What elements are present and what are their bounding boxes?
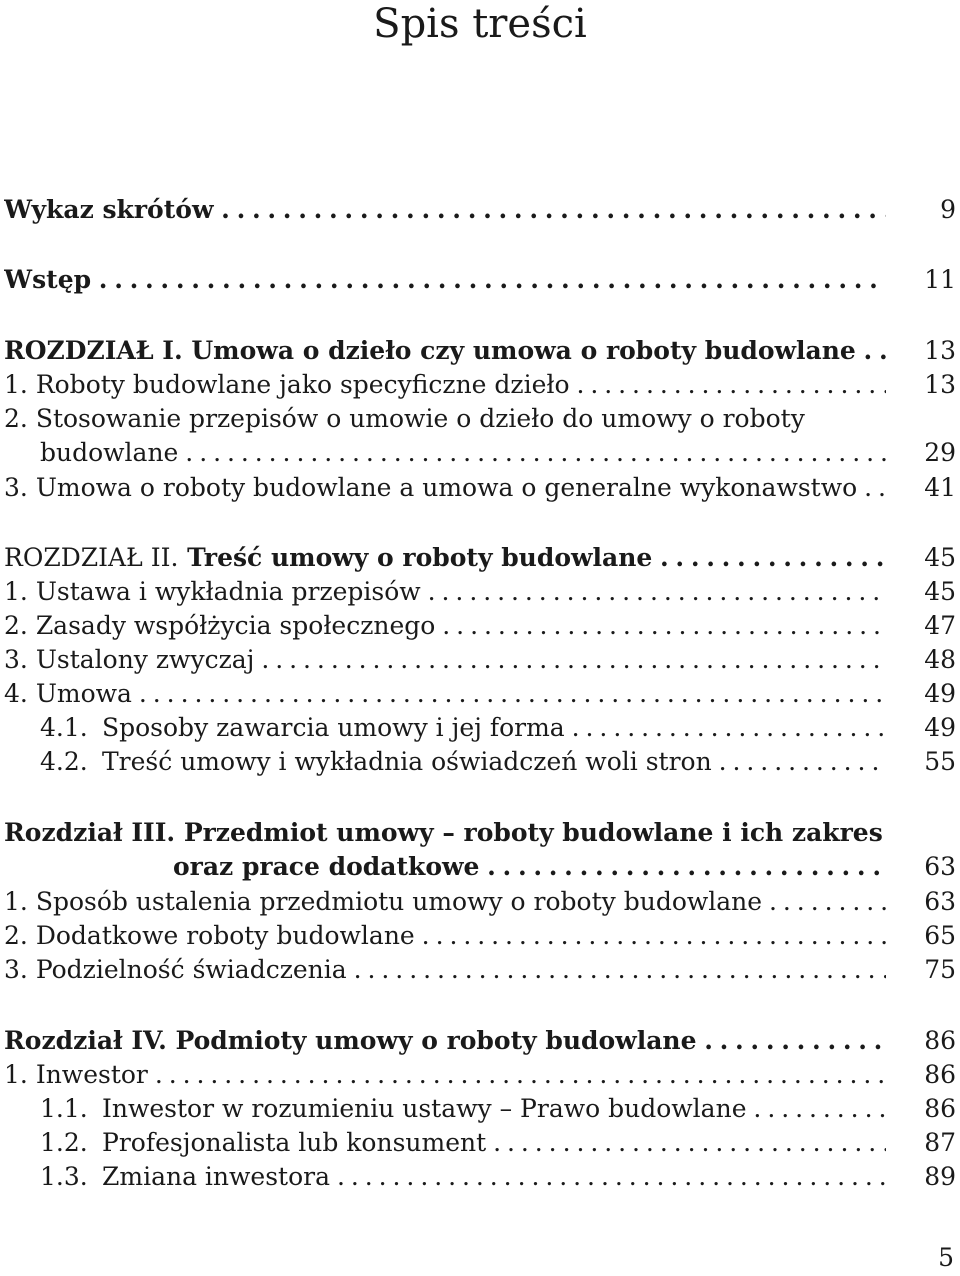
toc-entry-title (4, 541, 886, 575)
toc-page-number: 86 (924, 1094, 956, 1123)
toc-page-number: 45 (924, 577, 956, 606)
toc-entry-text: Treść umowy o roboty budowlane (187, 543, 653, 572)
toc-page-number: 9 (940, 195, 956, 224)
toc-page-number: 63 (924, 887, 956, 916)
toc-entry-title (40, 1092, 886, 1126)
toc-entry-title (4, 368, 886, 402)
toc-page-number: 13 (924, 370, 956, 399)
toc-entry-text: Zasady współżycia społecznego (35, 611, 436, 640)
toc-entry-title (40, 745, 886, 779)
page-number: 5 (938, 1243, 954, 1272)
toc-entry-text: Umowa (35, 679, 132, 708)
toc-section-entry[interactable] (0, 677, 960, 711)
toc-subsection-entry[interactable] (0, 745, 960, 779)
toc-page-number: 45 (924, 543, 956, 572)
toc-page-number: 41 (924, 473, 956, 502)
toc-entry-number: 1.3. (40, 1162, 88, 1191)
toc-page-number: 11 (924, 265, 956, 294)
toc-entry-title: Wykaz skrótów . . . (4, 193, 886, 227)
toc-entry-title (4, 471, 886, 505)
toc-entry-text: Stosowanie przepisów o umowie o dzieło do umowy o roboty (35, 404, 805, 433)
toc-entry-text: Umowa o roboty budowlane a umowa o generalne wykonawstwo (35, 473, 858, 502)
toc-entry-text: Roboty budowlane jako specyficzne dzieło (35, 370, 570, 399)
toc-chapter-entry[interactable] (0, 1024, 960, 1058)
toc-page-number: 63 (924, 852, 956, 881)
toc-page-number: 47 (924, 611, 956, 640)
toc-subsection-entry[interactable] (0, 1126, 960, 1160)
toc-entry-title (40, 711, 886, 745)
page-title: Spis treści (373, 1, 587, 47)
toc-chapter-entry[interactable] (0, 541, 960, 575)
toc-page-number: 86 (924, 1026, 956, 1055)
toc-entry-text: Sposoby zawarcia umowy i jej forma (102, 713, 565, 742)
toc-section-entry[interactable] (0, 643, 960, 677)
toc-chapter-label: ROZDZIAŁ II. (4, 543, 179, 572)
toc-entry-text: Treść umowy i wykładnia oświadczeń woli stron (102, 747, 712, 776)
toc-entry-title (4, 1058, 886, 1092)
toc-entry-title (4, 643, 886, 677)
toc-entry-number: 4. (4, 679, 28, 708)
toc-section-entry[interactable] (0, 919, 960, 953)
toc-section-entry[interactable] (0, 368, 960, 402)
toc-chapter-entry-continued[interactable] (0, 850, 960, 884)
toc-entry-text: Ustalony zwyczaj (35, 645, 255, 674)
toc-entry-title (4, 919, 886, 953)
toc-entry-title (4, 953, 886, 987)
toc-section-entry-continued[interactable] (0, 436, 960, 470)
toc-page-number: 87 (924, 1128, 956, 1157)
toc-subsection-entry[interactable] (0, 1160, 960, 1194)
toc-entry[interactable] (0, 263, 960, 297)
toc-entry-text: Zmiana inwestora (102, 1162, 331, 1191)
toc-page-number: 86 (924, 1060, 956, 1089)
toc-entry-text: Dodatkowe roboty budowlane (35, 921, 415, 950)
toc-entry-title: ROZDZIAŁ I. Umowa o dzieło czy umowa o roboty budowlane . . . (4, 334, 886, 368)
toc-entry-title (40, 1160, 886, 1194)
toc-page-number: 48 (924, 645, 956, 674)
toc-entry-title: Rozdział IV. Podmioty umowy o roboty budowlane . . . (4, 1024, 886, 1058)
toc-entry-number: 3. (4, 955, 28, 984)
toc-entry-number: 2. (4, 611, 28, 640)
toc-page-number: 13 (924, 336, 956, 365)
toc-section-entry[interactable] (0, 885, 960, 919)
toc-entry-text: Ustawa i wykładnia przepisów (35, 577, 421, 606)
toc-page-number: 49 (924, 713, 956, 742)
toc-section-entry[interactable] (0, 402, 960, 436)
toc-entry-number: 3. (4, 473, 28, 502)
toc-section-entry[interactable] (0, 575, 960, 609)
toc-page-number: 75 (924, 955, 956, 984)
toc-chapter-entry[interactable] (0, 334, 960, 368)
toc-entry-number: 1. (4, 370, 28, 399)
toc-entry-number: 4.1. (40, 713, 88, 742)
toc-page-number: 49 (924, 679, 956, 708)
toc-entry-title: oraz prace dodatkowe . . . (173, 850, 886, 884)
toc-entry[interactable] (0, 193, 960, 227)
toc-entry-text: Inwestor (35, 1060, 148, 1089)
toc-entry-number: 4.2. (40, 747, 88, 776)
toc-entry-number: 1. (4, 1060, 28, 1089)
toc-entry-title: budowlane . . . (40, 436, 886, 470)
toc-section-entry[interactable] (0, 1058, 960, 1092)
toc-entry-number: 1. (4, 887, 28, 916)
toc-subsection-entry[interactable] (0, 711, 960, 745)
toc-page-number: 89 (924, 1162, 956, 1191)
toc-entry-title (40, 1126, 886, 1160)
toc-entry-title (4, 885, 886, 919)
toc-entry-number: 2. (4, 921, 28, 950)
toc-page-number: 65 (924, 921, 956, 950)
toc-entry-number: 1.1. (40, 1094, 88, 1123)
toc-section-entry[interactable] (0, 953, 960, 987)
toc-page-number: 29 (924, 438, 956, 467)
toc-page-number: 55 (924, 747, 956, 776)
toc-entry-number: 3. (4, 645, 28, 674)
toc-chapter-entry[interactable] (0, 816, 960, 850)
toc-entry-text: Podzielność świadczenia (35, 955, 347, 984)
toc-entry-number: 1. (4, 577, 28, 606)
toc-section-entry[interactable] (0, 609, 960, 643)
toc-entry-title (4, 609, 886, 643)
toc-entry-title: Rozdział III. Przedmiot umowy – roboty budowlane i ich zakres (4, 818, 883, 847)
toc-entry-number: 1.2. (40, 1128, 88, 1157)
toc-entry-number: 2. (4, 404, 28, 433)
toc-entry-text: Sposób ustalenia przedmiotu umowy o roboty budowlane (35, 887, 763, 916)
toc-entry-text: Profesjonalista lub konsument (102, 1128, 487, 1157)
toc-entry-title (4, 677, 886, 711)
toc-entry-title: Wstęp . . . (4, 263, 886, 297)
toc-entry-text: Inwestor w rozumieniu ustawy – Prawo budowlane (102, 1094, 747, 1123)
toc-entry-title (4, 575, 886, 609)
toc-section-entry[interactable] (0, 471, 960, 505)
toc-subsection-entry[interactable] (0, 1092, 960, 1126)
toc-entry-title (4, 402, 886, 436)
